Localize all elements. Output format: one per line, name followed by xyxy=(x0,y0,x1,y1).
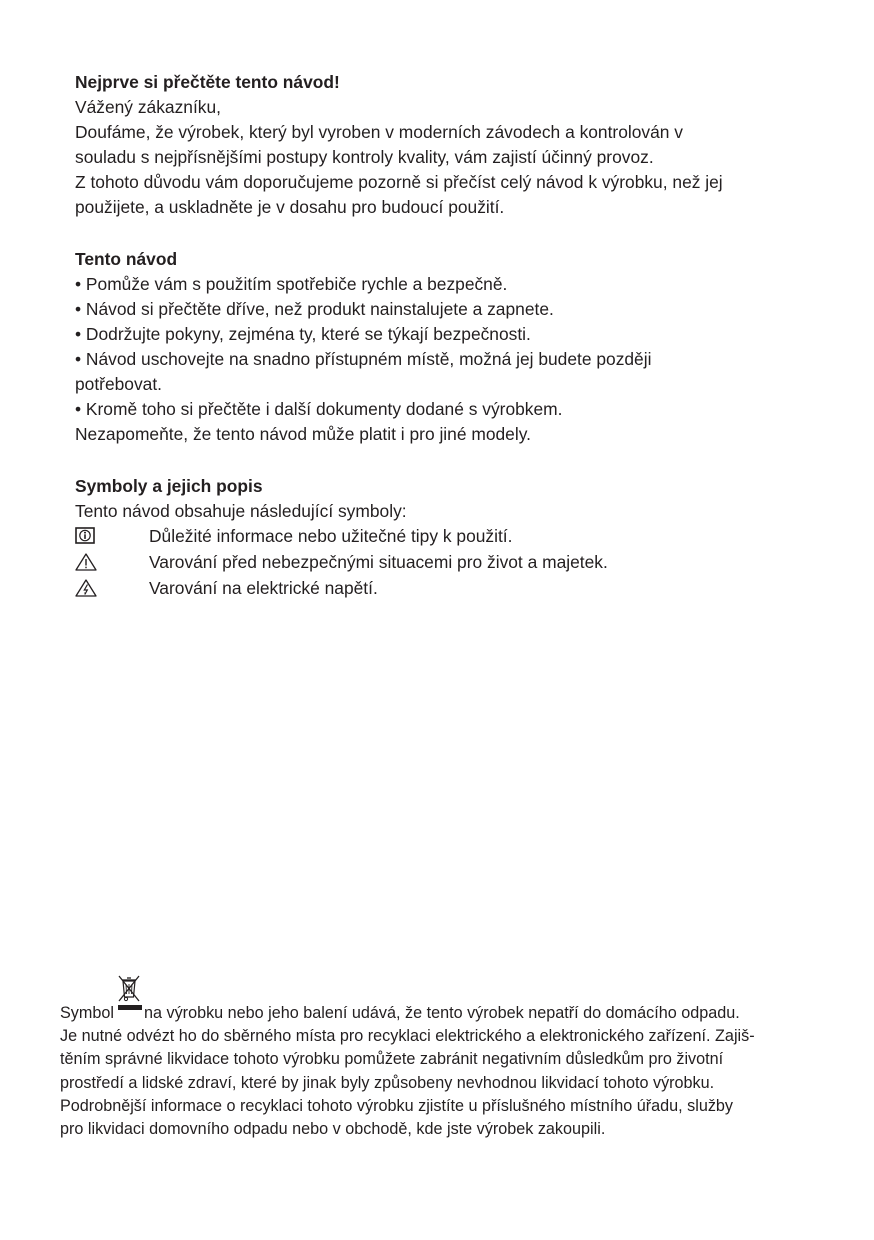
weee-lead: Symbol xyxy=(60,1004,114,1022)
symbols-heading: Symboly a jejich popis xyxy=(75,476,263,496)
manual-bullet: • Kromě toho si přečtěte i další dokumenty dodané s výrobkem. xyxy=(75,399,563,419)
section-gap xyxy=(75,447,805,474)
weee-line-5: Podrobnější informace o recyklaci tohoto výrobku zjistíte u příslušného místního úřadu, služby xyxy=(60,1096,734,1115)
weee-line-2: Je nutné odvézt ho do sběrného místa pro recyklaci elektrického a elektronického zařízení. Zajiš- xyxy=(60,1027,755,1046)
intro-para2-line2: použijete, a uskladněte je v dosahu pro budoucí použití. xyxy=(75,197,505,217)
manual-note: Nezapomeňte, že tento návod může platit i pro jiné modely. xyxy=(75,424,531,444)
main-text xyxy=(75,70,805,602)
symbol-electric-text: Varování na elektrické napětí. xyxy=(149,578,378,598)
manual-bullet: • Návod si přečtěte dříve, než produkt nainstalujete a zapnete. xyxy=(75,299,554,319)
crossed-bin-icon xyxy=(114,995,144,1018)
intro-para2-line1: Z tohoto důvodu vám doporučujeme pozorně si přečíst celý návod k výrobku, než jej xyxy=(75,172,723,192)
manual-bullet: • Pomůže vám s použitím spotřebiče rychle a bezpečně. xyxy=(75,274,508,294)
symbol-warning-text: Varování před nebezpečnými situacemi pro život a majetek. xyxy=(149,552,608,572)
weee-line-4: prostředí a lidské zdraví, které by jinak byly způsobeny nevhodnou likvidací tohoto výrobku. xyxy=(60,1073,715,1092)
manual-bullet-continued: potřebovat. xyxy=(75,374,163,394)
warning-triangle-icon xyxy=(75,553,97,571)
weee-notice xyxy=(60,972,830,1141)
greeting: Vážený zákazníku, xyxy=(75,97,221,117)
symbols-intro: Tento návod obsahuje následující symboly: xyxy=(75,501,407,521)
intro-heading: Nejprve si přečtěte tento návod! xyxy=(75,72,340,92)
symbol-row-electric xyxy=(75,576,805,602)
section-gap xyxy=(75,220,805,247)
manual-bullet: • Dodržujte pokyny, zejména ty, které se týkají bezpečnosti. xyxy=(75,324,531,344)
symbol-row-info xyxy=(75,524,805,550)
electric-warning-icon xyxy=(75,579,97,597)
symbol-row-warning xyxy=(75,550,805,576)
intro-para1-line1: Doufáme, že výrobek, který byl vyroben v moderních závodech a kontrolován v xyxy=(75,122,684,142)
info-icon xyxy=(75,527,97,545)
weee-line-1 xyxy=(60,972,830,1025)
intro-para1-line2: souladu s nejpřísnějšími postupy kontroly kvality, vám zajistí účinný provoz. xyxy=(75,147,654,167)
weee-line-3: těním správné likvidace tohoto výrobku pomůžete zabránit negativním důsledkům pro životní xyxy=(60,1050,724,1069)
weee-line-1-text: na výrobku nebo jeho balení udává, že tento výrobek nepatří do domácího odpadu. xyxy=(143,1004,740,1022)
manual-heading: Tento návod xyxy=(75,249,178,269)
weee-line-6: pro likvidaci domovního odpadu nebo v obchodě, kde jste výrobek zakoupili. xyxy=(60,1120,606,1139)
symbol-info-text: Důležité informace nebo užitečné tipy k použití. xyxy=(149,526,513,546)
manual-bullet: • Návod uschovejte na snadno přístupném místě, možná jej budete později xyxy=(75,349,652,369)
